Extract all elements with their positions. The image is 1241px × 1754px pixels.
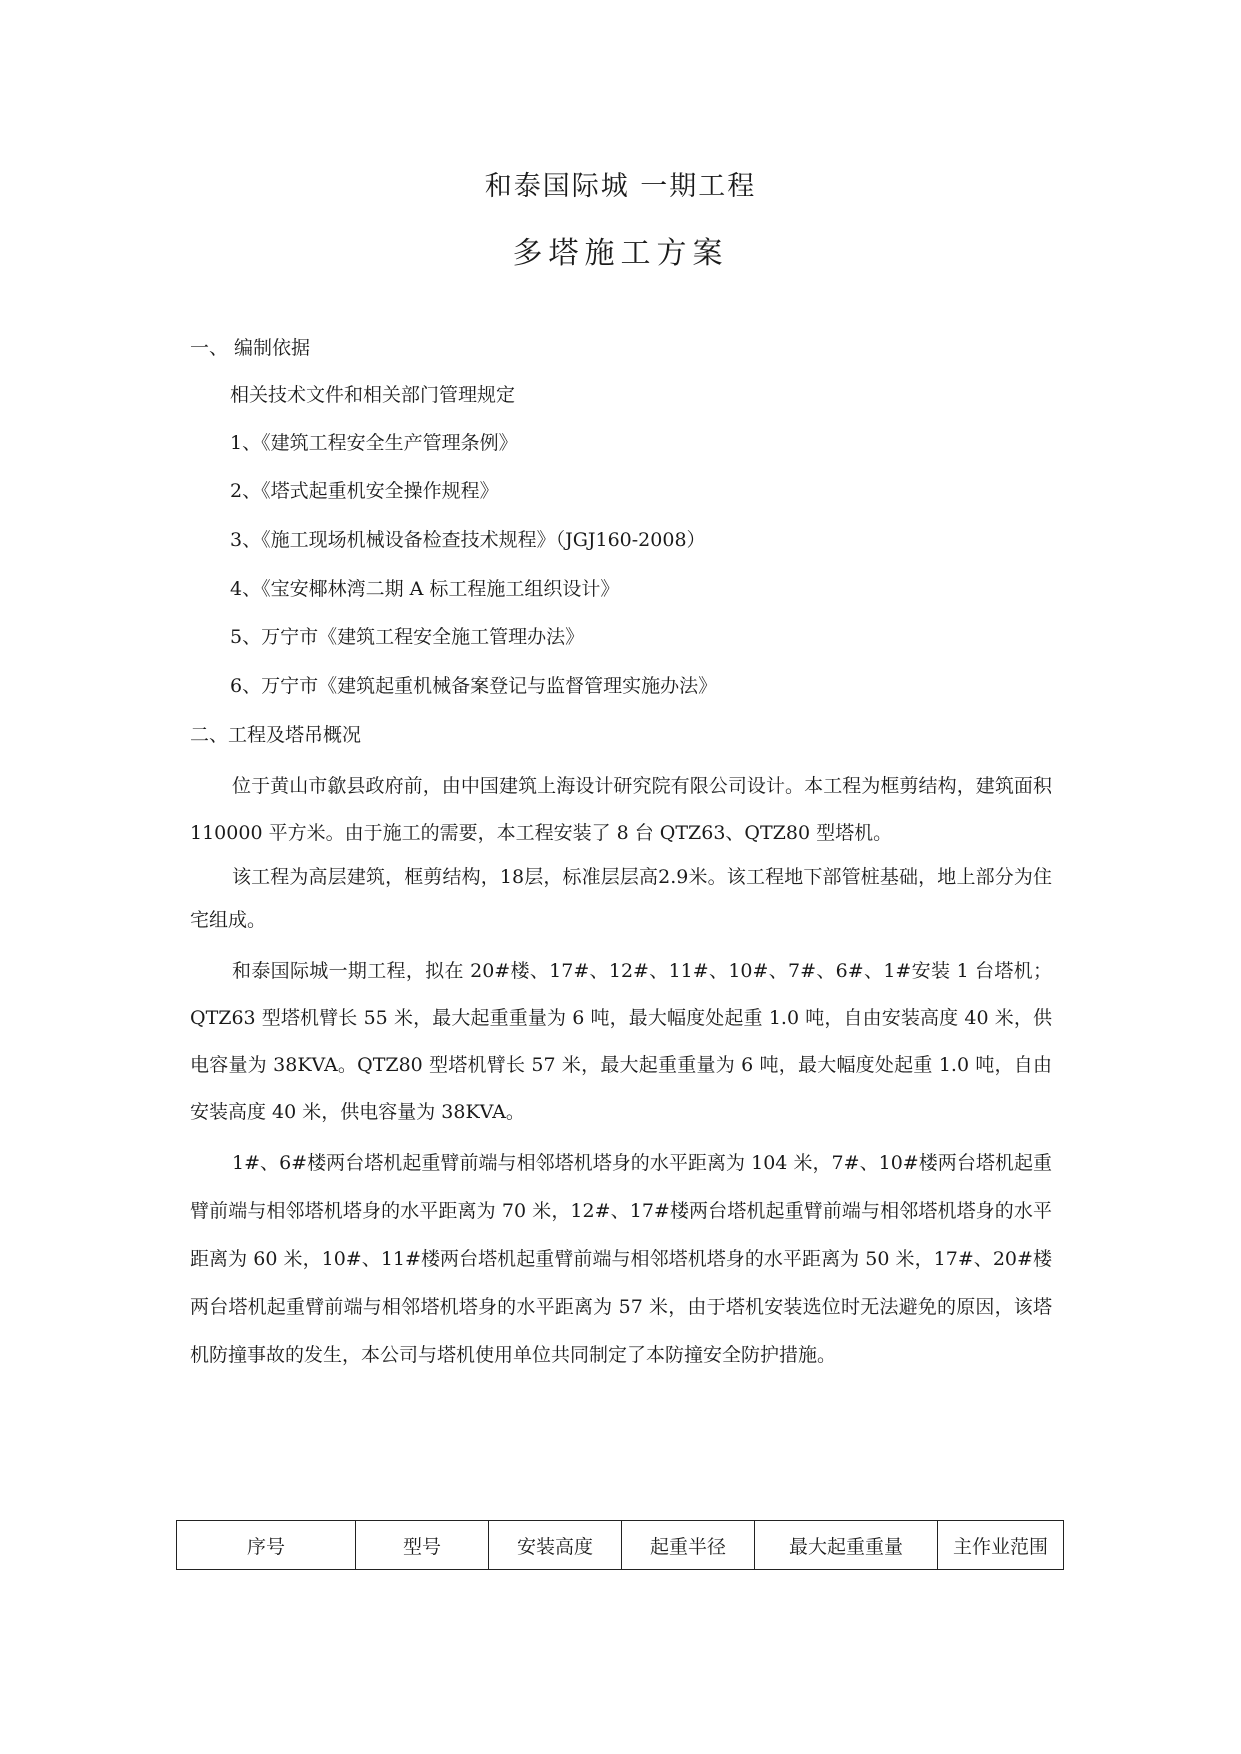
section2-heading: 二、工程及塔吊概况 xyxy=(190,724,362,746)
reference-item: 5、万宁市《建筑工程安全施工管理办法》 xyxy=(230,626,585,648)
table-header-cell: 型号 xyxy=(356,1521,489,1570)
paragraph xyxy=(190,763,1052,857)
paragraph-text: 1#、6#楼两台塔机起重臂前端与相邻塔机塔身的水平距离为 104 米，7#、10#楼两台塔机起重臂前端与相邻塔机塔身的水平距离为 70 米，12#、17#楼两台塔机起重臂前端与相邻塔机塔身的水平距离为 60 米，10#、11#楼两台塔机起重臂前端与相邻塔机塔身的水平距离为 50 米，17#、20#楼两台塔机起重臂前端与相邻塔机塔身的水平距离为 57 米，由于塔机安装选位时无法避免的原因，该塔机防撞事故的发生，本公司与塔机使用单位共同制定了本防撞安全防护措施。 xyxy=(190,1152,1052,1366)
reference-item: 3、《施工现场机械设备检查技术规程》（JGJ160-2008） xyxy=(230,529,706,551)
reference-item: 2、《塔式起重机安全操作规程》 xyxy=(230,480,499,502)
table-header-cell: 主作业范围 xyxy=(938,1521,1064,1570)
table-header-cell: 安装高度 xyxy=(489,1521,622,1570)
paragraph xyxy=(190,1139,1052,1379)
document-subtitle: 多塔施工方案 xyxy=(512,236,729,271)
table-header-cell: 起重半径 xyxy=(622,1521,755,1570)
document-title: 和泰国际城 一期工程 xyxy=(484,171,757,202)
reference-item: 4、《宝安椰林湾二期 A 标工程施工组织设计》 xyxy=(230,578,620,600)
paragraph-text: 位于黄山市歙县政府前，由中国建筑上海设计研究院有限公司设计。本工程为框剪结构，建筑面积 110000 平方米。由于施工的需要，本工程安装了 8 台 QTZ63、QTZ80 型塔机。 xyxy=(190,775,1052,844)
paragraph-text: 该工程为高层建筑，框剪结构，18层，标准层层高2.9米。该工程地下部管桩基础，地上部分为住宅组成。 xyxy=(190,866,1052,931)
section1-intro: 相关技术文件和相关部门管理规定 xyxy=(230,384,516,406)
section1-heading: 一、 编制依据 xyxy=(190,337,311,359)
paragraph-text: 和泰国际城一期工程，拟在 20#楼、17#、12#、11#、10#、7#、6#、1#安装 1 台塔机；QTZ63 型塔机臂长 55 米，最大起重重量为 6 吨，最大幅度处起重 1.0 吨，自由安装高度 40 米，供电容量为 38KVA。QTZ80 型塔机臂长 57 米，最大起重重量为 6 吨，最大幅度处起重 1.0 吨，自由安装高度 40 米，供电容量为 38KVA。 xyxy=(190,960,1052,1123)
table-header-cell: 序号 xyxy=(177,1521,356,1570)
table-header-row xyxy=(177,1521,1064,1570)
reference-item: 1、《建筑工程安全生产管理条例》 xyxy=(230,432,518,454)
reference-item: 6、万宁市《建筑起重机械备案登记与监督管理实施办法》 xyxy=(230,675,718,697)
crane-spec-table xyxy=(176,1520,1064,1570)
paragraph xyxy=(190,948,1052,1136)
table-header-cell: 最大起重重量 xyxy=(755,1521,938,1570)
paragraph xyxy=(190,856,1052,942)
